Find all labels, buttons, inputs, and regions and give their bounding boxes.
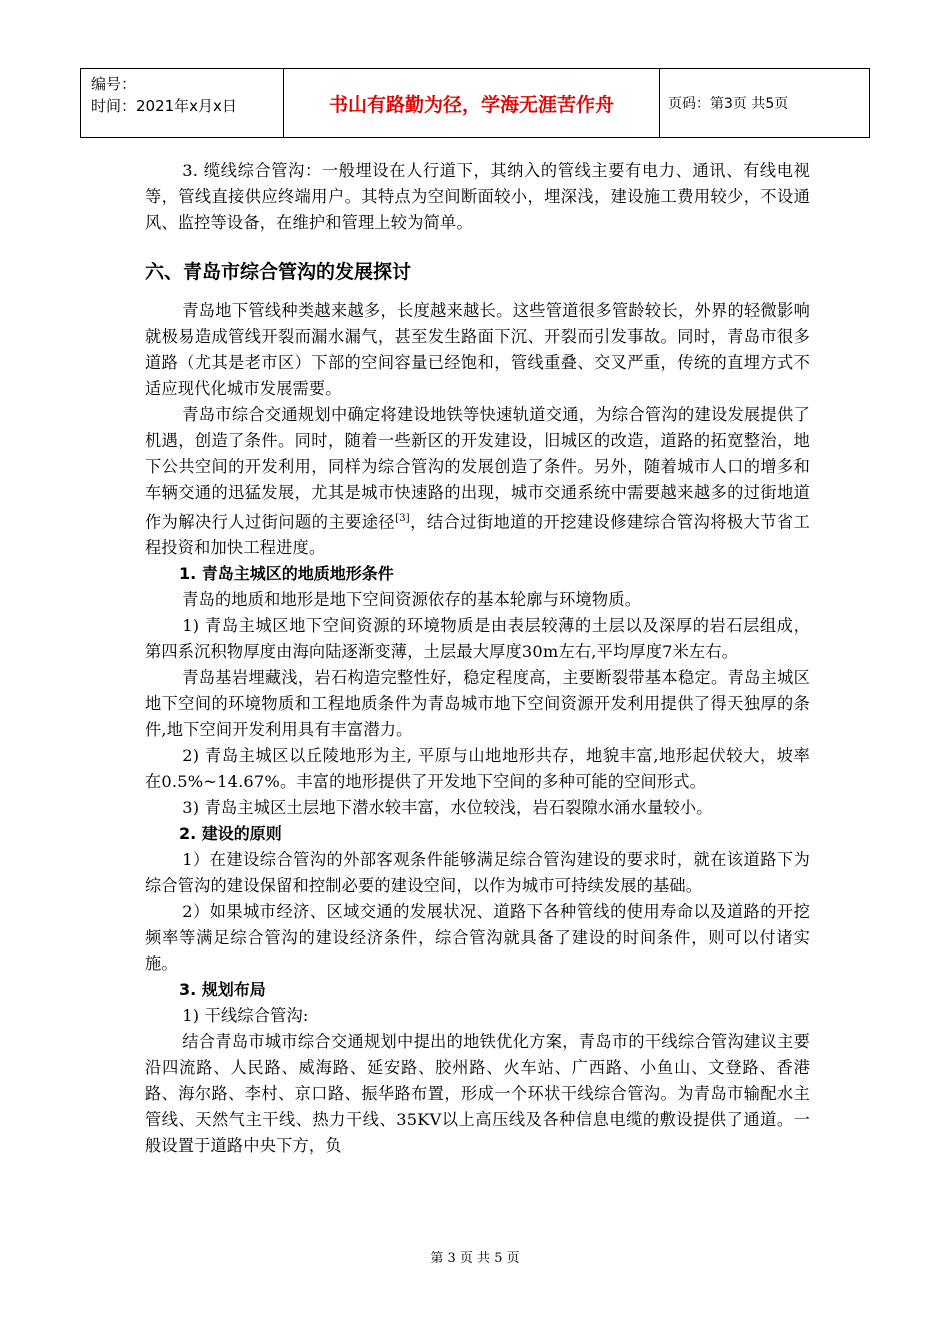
paragraph-trunk-trench: 结合青岛市城市综合交通规划中提出的地铁优化方案，青岛市的干线综合管沟建议主要沿四流路、人民路、威海路、延安路、胶州路、火车站、广西路、小鱼山、文登路、香港路、海尔路、李村、京口路、振华路布置，形成一个环状干线综合管沟。为青岛市输配水主管线、天然气主干线、热力干线、35KV以上高压线及各种信息电缆的敷设提供了通道。一般设置于道路中央下方，负 (145, 1032, 810, 1156)
paragraph-opportunities (145, 402, 810, 561)
page-footer: 第 3 页 共 5 页 (430, 1251, 520, 1266)
paragraph-geology-intro: 青岛的地质和地形是地下空间资源依存的基本轮廓与环境物质。 (182, 590, 642, 610)
reference-citation: [3] (395, 513, 410, 524)
paragraph-opportunities-text-a: 青岛市综合交通规划中确定将建设地铁等快速轨道交通，为综合管沟的建设发展提供了机遇，创造了条件。同时，随着一些新区的开发建设，旧城区的改造，道路的拓宽整治，地下公共空间的开发利用，同样为综合管沟的发展创造了条件。另外，随着城市人口的增多和车辆交通的迅猛发展，尤其是城市快速路的出现，城市交通系统中需要越来越多的过街地道作为解决行人过街问题的主要途径 (145, 405, 810, 532)
paragraph-principle-1: 1）在建设综合管沟的外部客观条件能够满足综合管沟建设的要求时，就在该道路下为综合管沟的建设保留和控制必要的建设空间，以作为城市可持续发展的基础。 (145, 850, 810, 896)
paragraph-geology-1: 1) 青岛主城区地下空间资源的环境物质是由表层较薄的土层以及深厚的岩石层组成，第四系沉积物厚度由海向陆逐渐变薄，土层最大厚度30m左右,平均厚度7米左右。 (145, 616, 810, 662)
section-6-title: 六、青岛市综合管沟的发展探讨 (145, 261, 412, 283)
paragraph-geology-2: 2) 青岛主城区以丘陵地形为主, 平原与山地地形共存，地貌丰富,地形起伏较大，坡率在0.5%~14.67%。丰富的地形提供了开发地下空间的多种可能的空间形式。 (145, 746, 810, 792)
header-page-info: 页码：第3页 共5页 (668, 96, 789, 112)
header-number-label: 编号： (91, 75, 137, 93)
header-motto: 书山有路勤为径，学海无涯苦作舟 (284, 69, 660, 137)
paragraph-cable-trench: 3. 缆线综合管沟：一般埋设在人行道下，其纳入的管线主要有电力、通讯、有线电视等，管线直接供应终端用户。其特点为空间断面较小，埋深浅，建设施工费用较少，不设通风、监控等设备，在维护和管理上较为简单。 (145, 161, 810, 232)
subsection-layout-title: 3. 规划布局 (179, 980, 266, 1000)
page-header-table (80, 68, 870, 138)
header-meta (81, 69, 284, 137)
paragraph-opportunities-text-b: ，结合过街地道的开挖建设修建综合管沟将极大节省工程投资和加快工程进度。 (145, 512, 810, 558)
paragraph-pipeline-issues: 青岛地下管线种类越来越多，长度越来越长。这些管道很多管龄较长，外界的轻微影响就极易造成管线开裂而漏水漏气，甚至发生路面下沉、开裂而引发事故。同时，青岛市很多道路（尤其是老市区）下部的空间容量已经饱和，管线重叠、交叉严重，传统的直埋方式不适应现代化城市发展需要。 (145, 301, 810, 398)
paragraph-geology-1b: 青岛基岩埋藏浅，岩石构造完整性好，稳定程度高，主要断裂带基本稳定。青岛主城区地下空间的环境物质和工程地质条件为青岛城市地下空间资源开发利用提供了得天独厚的条件,地下空间开发利用具有丰富潜力。 (145, 668, 810, 740)
paragraph-geology-3: 3) 青岛主城区土层地下潜水较丰富，水位较浅，岩石裂隙水涌水量较小。 (182, 798, 713, 818)
document-body (145, 158, 810, 1159)
subsection-geology-title: 1. 青岛主城区的地质地形条件 (179, 564, 394, 584)
paragraph-principle-2: 2）如果城市经济、区域交通的发展状况、道路下各种管线的使用寿命以及道路的开挖频率等满足综合管沟的建设经济条件，综合管沟就具备了建设的时间条件，则可以付诸实施。 (145, 902, 810, 974)
header-time-label: 时间：2021年x月x日 (91, 97, 237, 115)
subsection-principles-title: 2. 建设的原则 (179, 824, 282, 844)
paragraph-trunk-title: 1) 干线综合管沟: (182, 1006, 309, 1026)
